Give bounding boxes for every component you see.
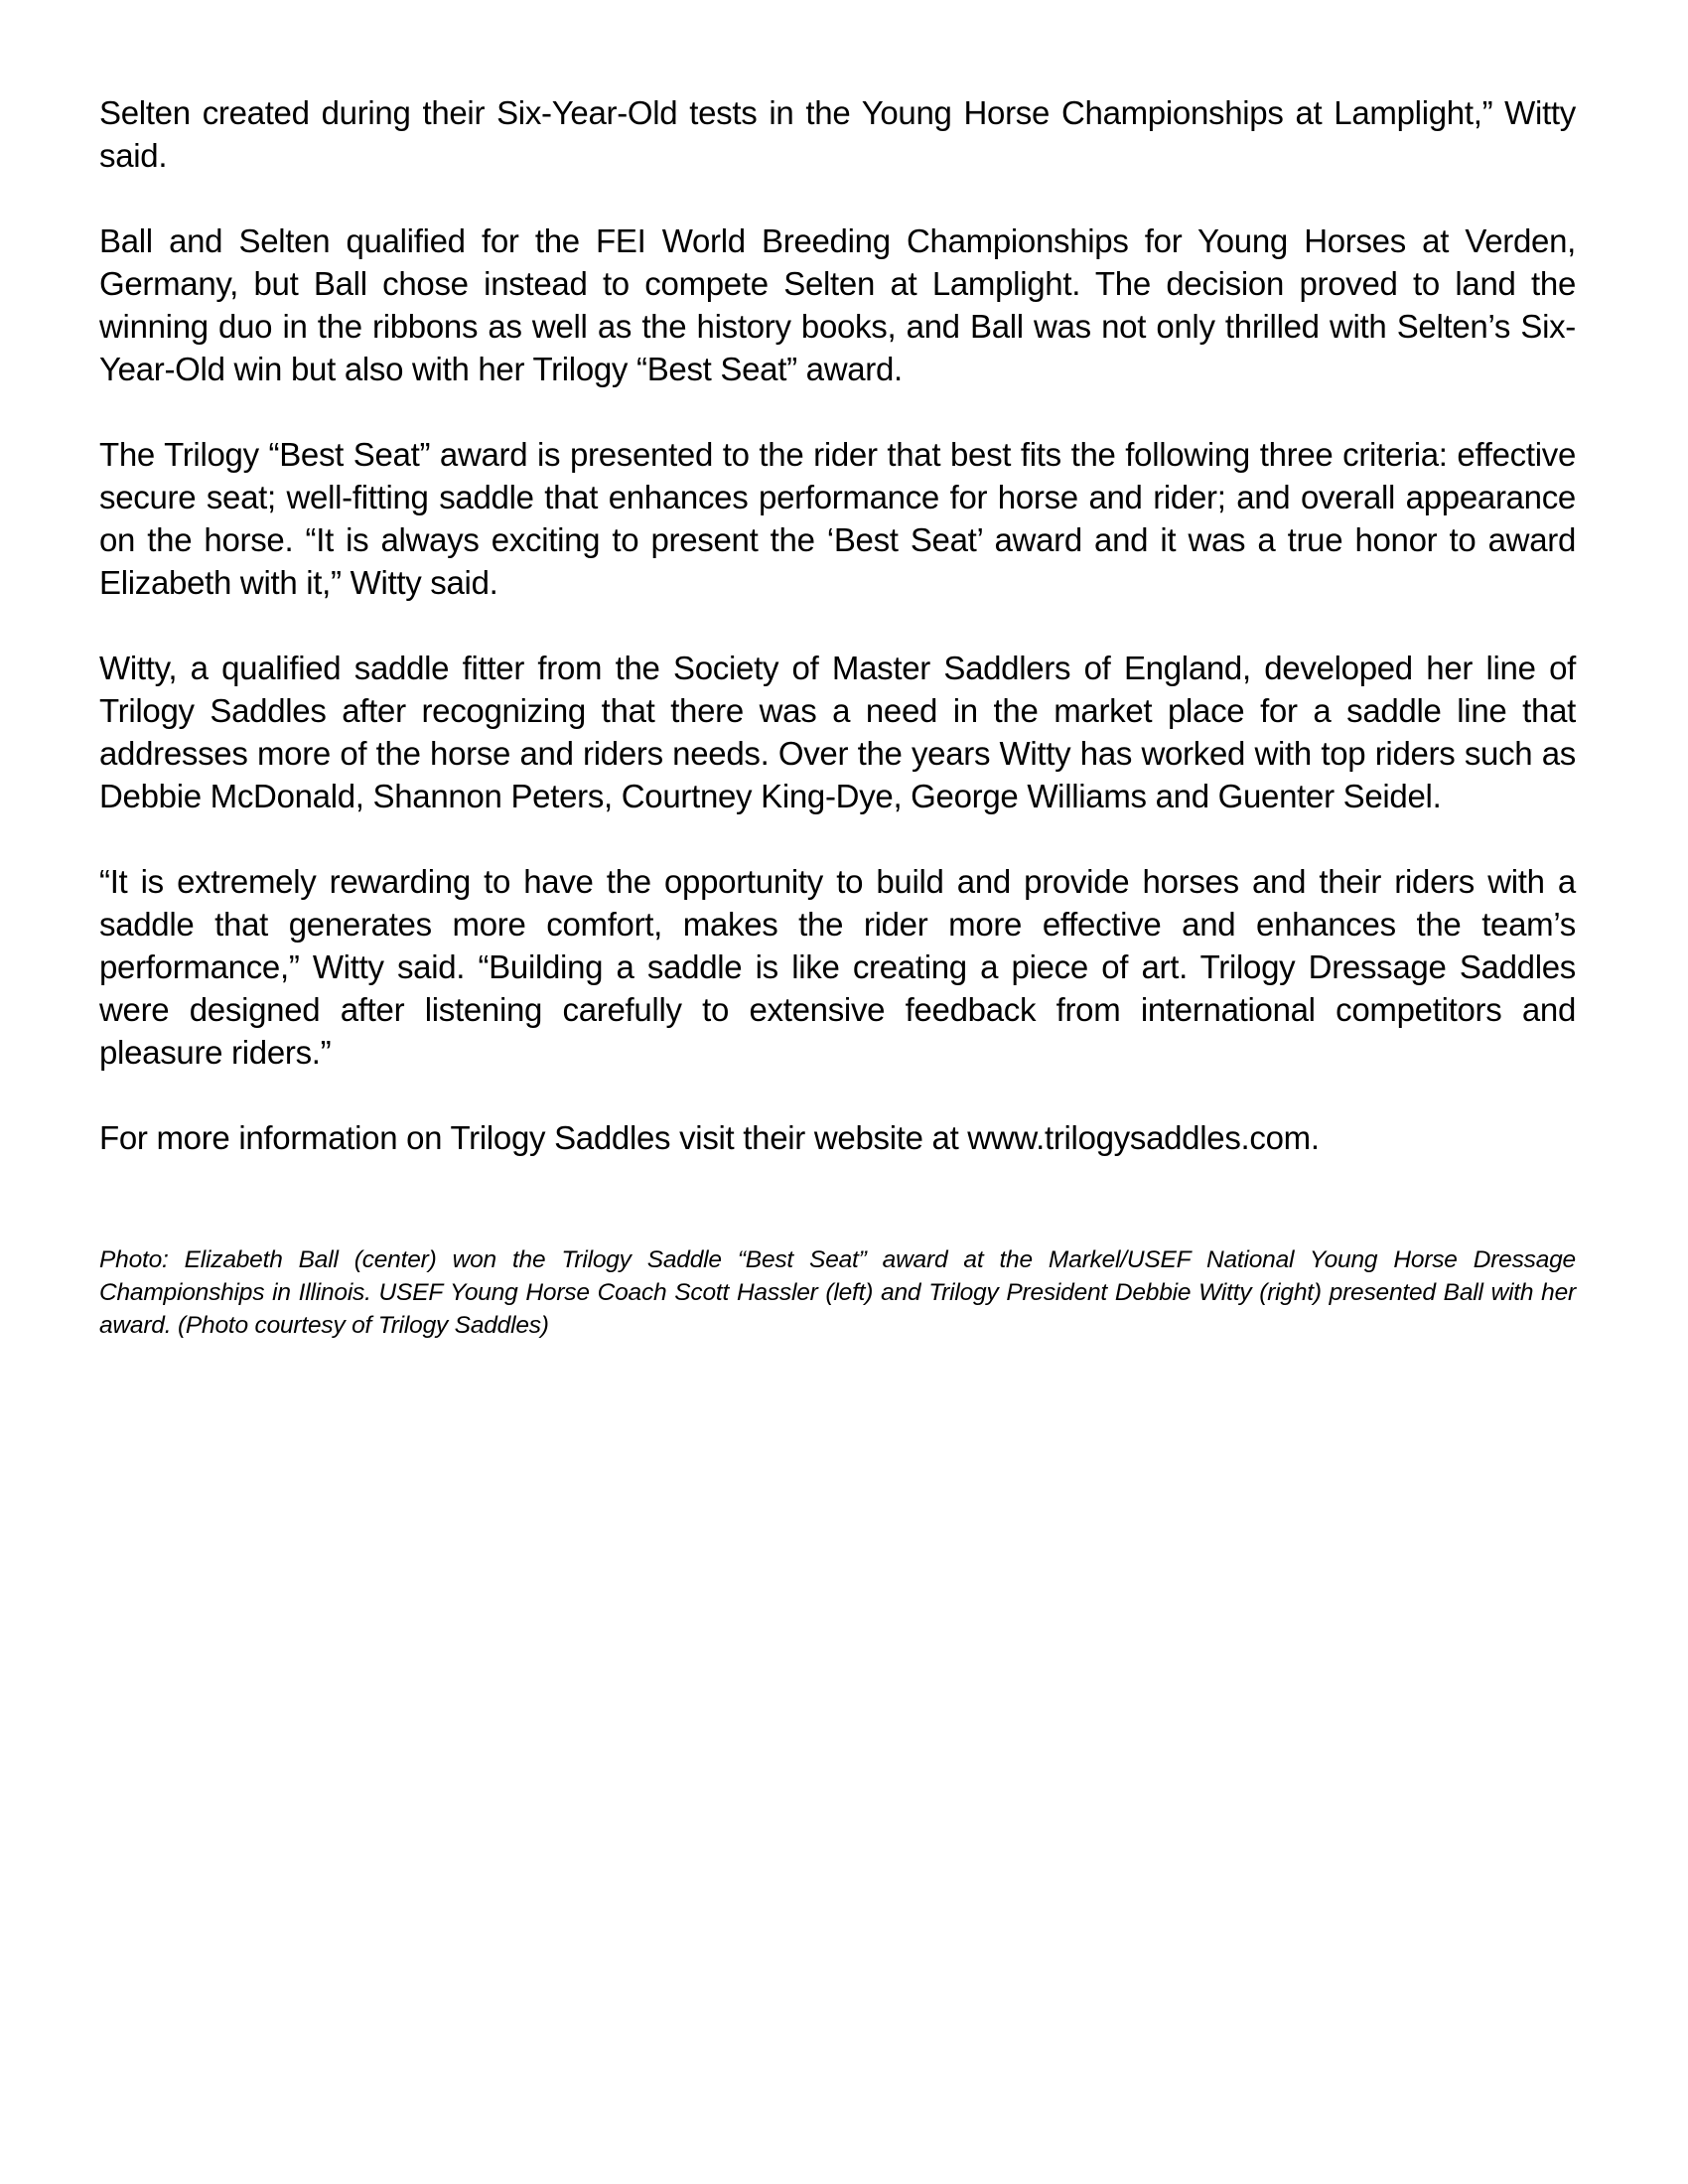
paragraph-witty-background: Witty, a qualified saddle fitter from the Society of Master Saddlers of England, developed her line of Trilogy Saddles after recognizing that there was a need in the market place for a saddle line that addresses more of the horse and riders needs. Over the years Witty has worked with top riders such as Debbie McDonald, Shannon Peters, Courtney King-Dye, George Williams and Guenter Seidel. [99, 650, 1576, 814]
paragraph-qualification: Ball and Selten qualified for the FEI World Breeding Championships for Young Horses at Verden, Germany, but Ball chose instead to compete Selten at Lamplight. The decision proved to land the winning duo in the ribbons as well as the history books, and Ball was not only thrilled with Selten’s Six-Year-Old win but also with her Trilogy “Best Seat” award. [99, 222, 1576, 387]
paragraph-witty-saddle-quote: “It is extremely rewarding to have the opportunity to build and provide horses and their riders with a saddle that generates more comfort, makes the rider more effective and enhances the team’s performance,” Witty said. “Building a saddle is like creating a piece of art. Trilogy Dressage Saddles were designed after listening carefully to extensive feedback from international competitors and pleasure riders.” [99, 863, 1576, 1071]
paragraph-best-seat-award: The Trilogy “Best Seat” award is presented to the rider that best fits the following three criteria: effective secure seat; well-fitting saddle that enhances performance for horse and rider; and overall appearance on the horse. “It is always exciting to present the ‘Best Seat’ award and it was a true honor to award Elizabeth with it,” Witty said. [99, 436, 1576, 601]
paragraph-witty-quote-end: Selten created during their Six-Year-Old tests in the Young Horse Championships at Lamplight,” Witty said. [99, 94, 1576, 174]
photo-caption: Photo: Elizabeth Ball (center) won the Trilogy Saddle “Best Seat” award at the Markel/USEF National Young Horse Dressage Championships in Illinois. USEF Young Horse Coach Scott Hassler (left) and Trilogy President Debbie Witty (right) presented Ball with her award. (Photo courtesy of Trilogy Saddles) [99, 1246, 1576, 1339]
document-page [99, 91, 1576, 1367]
paragraph-more-info: For more information on Trilogy Saddles visit their website at www.trilogysaddles.com. [99, 1119, 1320, 1156]
